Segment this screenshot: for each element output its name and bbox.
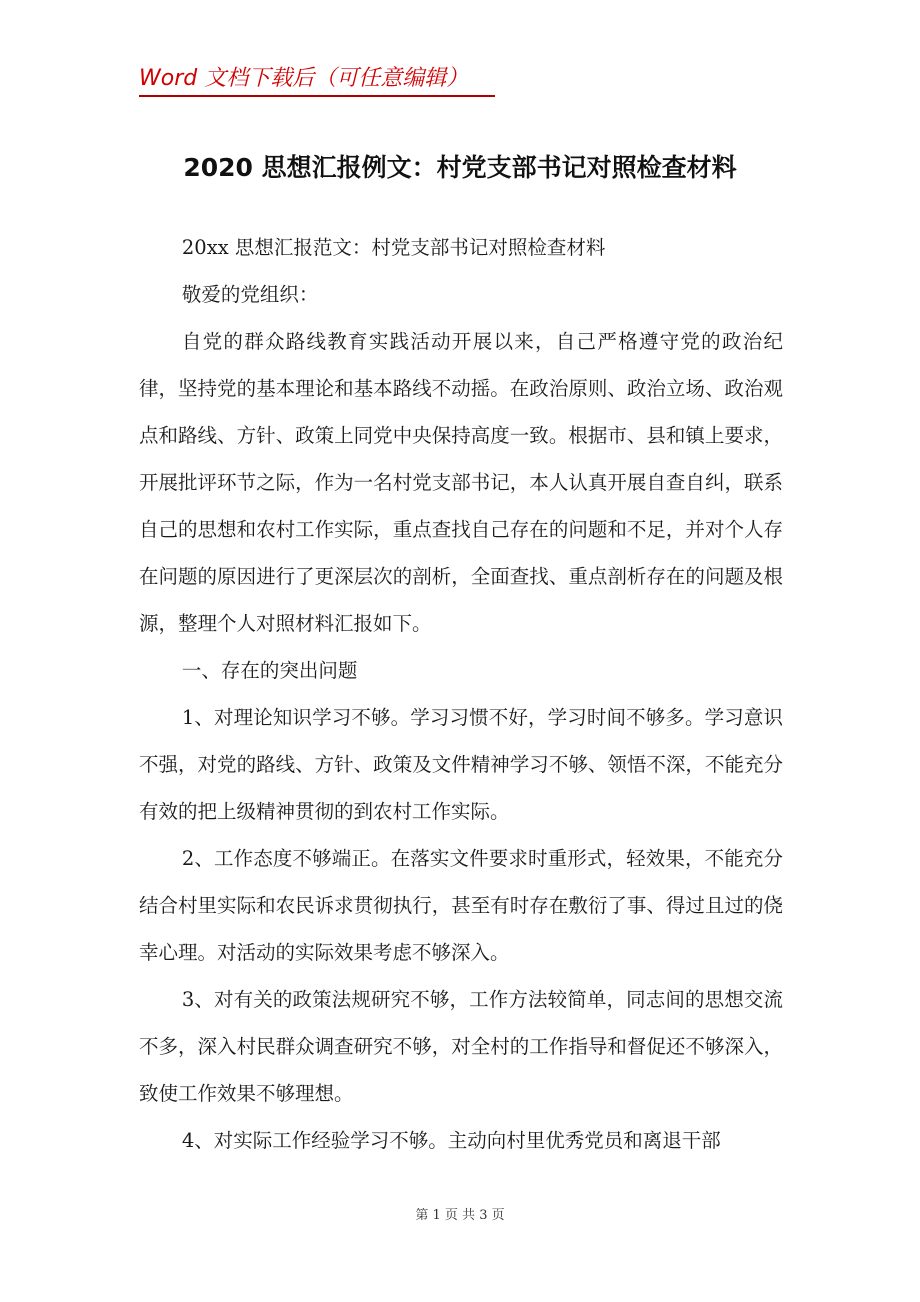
page-number-footer: 第 1 页 共 3 页 xyxy=(415,1208,505,1223)
item-paragraph-3: 3、对有关的政策法规研究不够，工作方法较简单，同志间的思想交流不多，深入村民群众调查研究不够，对全村的工作指导和督促还不够深入，致使工作效果不够理想。 xyxy=(139,988,783,1105)
salutation-paragraph: 敬爱的党组织： xyxy=(181,283,319,306)
download-banner-text: Word 文档下载后（可任意编辑） xyxy=(139,66,469,91)
download-banner xyxy=(139,64,468,98)
item-paragraph-4: 4、对实际工作经验学习不够。主动向村里优秀党员和离退干部 xyxy=(181,1129,721,1152)
item-paragraph-1: 1、对理论知识学习不够。学习习惯不好，学习时间不够多。学习意识不强，对党的路线、方针、政策及文件精神学习不够、领悟不深，不能充分有效的把上级精神贯彻的到农村工作实际。 xyxy=(139,706,783,823)
banner-underline xyxy=(139,95,495,97)
item-paragraph-2: 2、工作态度不够端正。在落实文件要求时重形式，轻效果，不能充分结合村里实际和农民诉求贯彻执行，甚至有时存在敷衍了事、得过且过的侥幸心理。对活动的实际效果考虑不够深入。 xyxy=(139,847,783,964)
section-heading: 一、存在的突出问题 xyxy=(181,659,358,682)
document-title: 2020 思想汇报例文：村党支部书记对照检查材料 xyxy=(183,153,737,182)
intro-paragraph: 自党的群众路线教育实践活动开展以来，自己严格遵守党的政治纪律，坚持党的基本理论和基本路线不动摇。在政治原则、政治立场、政治观点和路线、方针、政策上同党中央保持高度一致。根据市、县和镇上要求，开展批评环节之际，作为一名村党支部书记，本人认真开展自查自纠，联系自己的思想和农村工作实际，重点查找自己存在的问题和不足，并对个人存在问题的原因进行了更深层次的剖析，全面查找、重点剖析存在的问题及根源，整理个人对照材料汇报如下。 xyxy=(139,330,783,635)
subtitle-paragraph: 20xx 思想汇报范文：村党支部书记对照检查材料 xyxy=(181,236,606,259)
document-body xyxy=(139,224,783,1164)
